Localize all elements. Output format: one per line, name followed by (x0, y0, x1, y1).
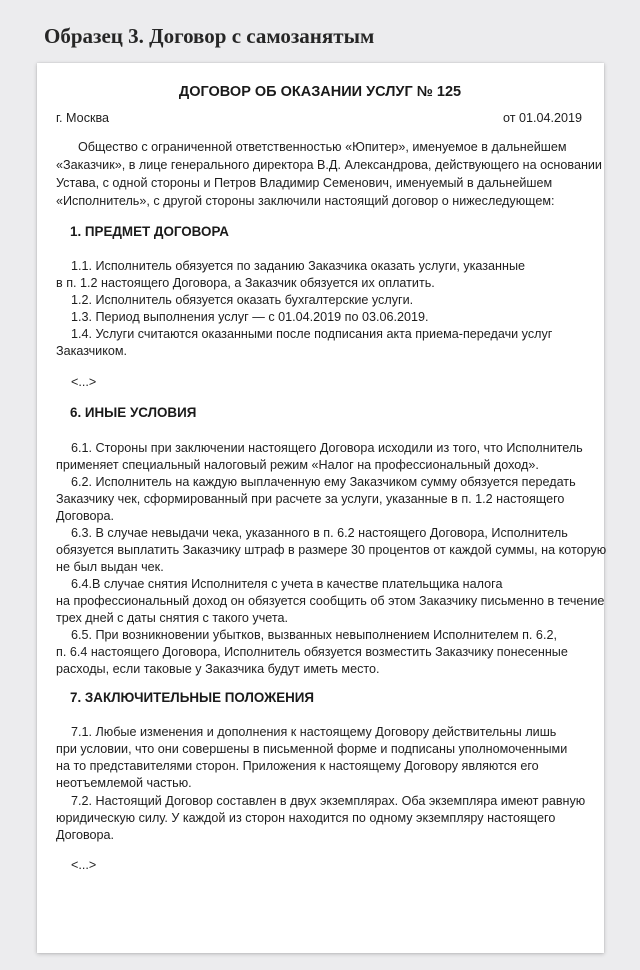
clause-line: п. 6.4 настоящего Договора, Исполнитель обязуется возместить Заказчику понесенные (56, 645, 568, 659)
preamble-line: Общество с ограниченной ответственностью «Юпитер», именуемое в дальнейшем (78, 140, 567, 154)
omission-mark: <...> (71, 858, 97, 872)
section-heading-6: 6. ИНЫЕ УСЛОВИЯ (70, 405, 197, 420)
clause-line: 1.3. Период выполнения услуг — с 01.04.2019 по 03.06.2019. (71, 310, 429, 324)
page-title: Образец 3. Договор с самозанятым (44, 24, 375, 48)
clause-line: 7.2. Настоящий Договор составлен в двух экземплярах. Оба экземпляра имеют равную (71, 794, 586, 808)
clause-line: не был выдан чек. (56, 560, 164, 574)
clause-line: 1.1. Исполнитель обязуется по заданию Заказчика оказать услуги, указанные (71, 259, 526, 273)
clause-line: 6.3. В случае невыдачи чека, указанного в п. 6.2 настоящего Договора, Исполнитель (71, 526, 568, 540)
clause-line: 6.4.В случае снятия Исполнителя с учета в качестве плательщика налога (71, 577, 503, 591)
preamble-line: «Заказчик», в лице генерального директора В.Д. Александрова, действующего на основании (56, 158, 602, 172)
clause-line: Заказчиком. (56, 344, 128, 358)
clause-line: 6.2. Исполнитель на каждую выплаченную ему Заказчиком сумму обязуется передать (71, 475, 576, 489)
clause-line: в п. 1.2 настоящего Договора, а Заказчик обязуется их оплатить. (56, 276, 435, 290)
section-heading-7: 7. ЗАКЛЮЧИТЕЛЬНЫЕ ПОЛОЖЕНИЯ (70, 690, 315, 705)
clause-line: 7.1. Любые изменения и дополнения к настоящему Договору действительны лишь (71, 725, 557, 739)
clause-line: 1.2. Исполнитель обязуется оказать бухгалтерские услуги. (71, 293, 414, 307)
contract-date: от 01.04.2019 (502, 111, 582, 125)
clause-line: применяет специальный налоговый режим «Налог на профессиональный доход». (56, 458, 539, 472)
clause-line: 1.4. Услуги считаются оказанными после подписания акта приема-передачи услуг (71, 327, 553, 341)
clause-line: Договора. (56, 828, 115, 842)
preamble-line: Устава, с одной стороны и Петров Владимир Семенович, именуемый в дальнейшем (56, 176, 553, 190)
section-heading-1: 1. ПРЕДМЕТ ДОГОВОРА (70, 224, 229, 239)
clause-line: при условии, что они совершены в письменной форме и подписаны уполномоченными (56, 742, 568, 756)
clause-line: трех дней с даты снятия с такого учета. (56, 611, 288, 625)
clause-line: неотъемлемой частью. (56, 776, 192, 790)
clause-line: расходы, если таковые у Заказчика будут иметь место. (56, 662, 380, 676)
clause-line: 6.5. При возникновении убытков, вызванных невыполнением Исполнителем п. 6.2, (71, 628, 557, 642)
clause-line: на то представителями сторон. Приложения к настоящему Договору являются его (56, 759, 539, 773)
clause-line: Договора. (56, 509, 115, 523)
clause-line: 6.1. Стороны при заключении настоящего Договора исходили из того, что Исполнитель (71, 441, 583, 455)
preamble-line: «Исполнитель», с другой стороны заключили настоящий договор о нижеследующем: (56, 194, 555, 208)
clause-line: юридическую силу. У каждой из сторон находится по одному экземпляру настоящего (56, 811, 556, 825)
clause-line: обязуется выплатить Заказчику штраф в размере 30 процентов от каждой суммы, на которую (56, 543, 607, 557)
omission-mark: <...> (71, 375, 97, 389)
contract-city: г. Москва (56, 111, 110, 125)
contract-title: ДОГОВОР ОБ ОКАЗАНИИ УСЛУГ № 125 (178, 84, 462, 100)
clause-line: Заказчику чек, сформированный при расчете за услуги, указанные в п. 1.2 настоящего (56, 492, 565, 506)
clause-line: на профессиональный доход он обязуется сообщить об этом Заказчику письменно в течение (56, 594, 605, 608)
